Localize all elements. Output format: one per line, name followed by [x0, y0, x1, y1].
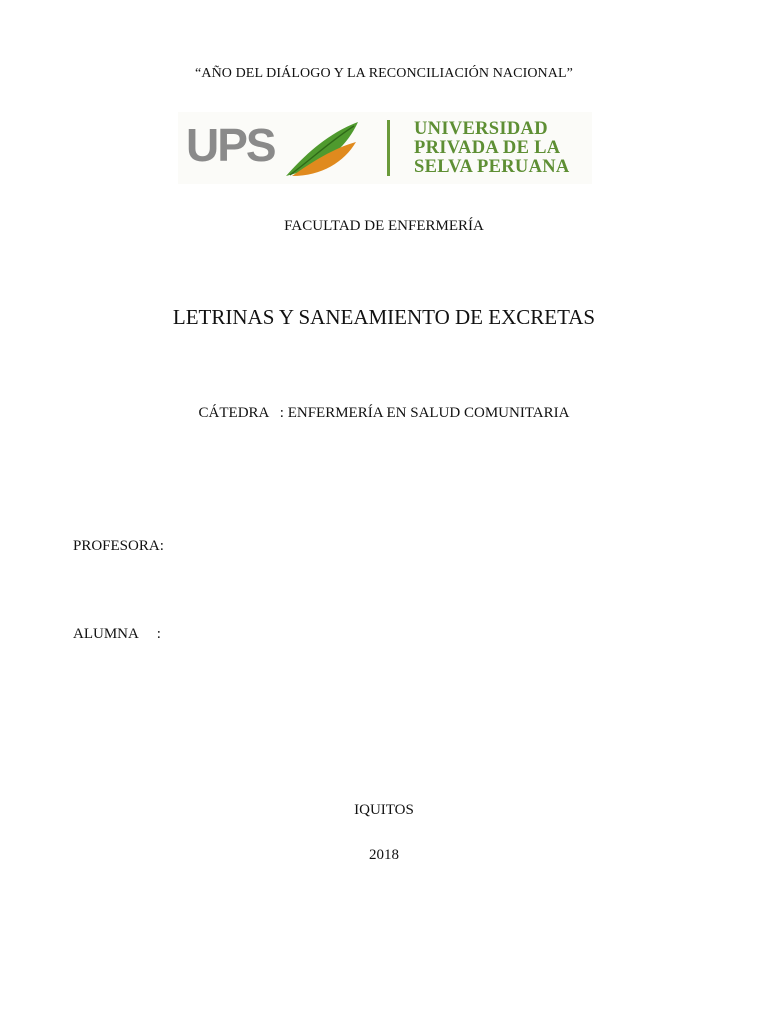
logo-divider — [387, 120, 390, 176]
student-label: ALUMNA : — [73, 626, 161, 642]
professor-label: PROFESORA: — [73, 538, 164, 554]
logo-name-line: PRIVADA DE LA — [414, 138, 561, 158]
document-title: LETRINAS Y SANEAMIENTO DE EXCRETAS — [172, 305, 596, 329]
logo-name-line: UNIVERSIDAD — [414, 119, 548, 139]
logo-acronym: UPS — [186, 119, 275, 171]
logo-university-name — [414, 120, 570, 177]
leaf-icon — [282, 118, 362, 180]
university-logo — [178, 112, 592, 184]
year-motto: “AÑO DEL DIÁLOGO Y LA RECONCILIACIÓN NACIONAL” — [195, 66, 573, 81]
city: IQUITOS — [354, 802, 414, 818]
faculty-name: FACULTAD DE ENFERMERÍA — [284, 218, 484, 234]
logo-name-line: SELVA PERUANA — [414, 157, 570, 177]
course-line: CÁTEDRA : ENFERMERÍA EN SALUD COMUNITARIA — [198, 405, 570, 421]
year: 2018 — [369, 847, 399, 863]
